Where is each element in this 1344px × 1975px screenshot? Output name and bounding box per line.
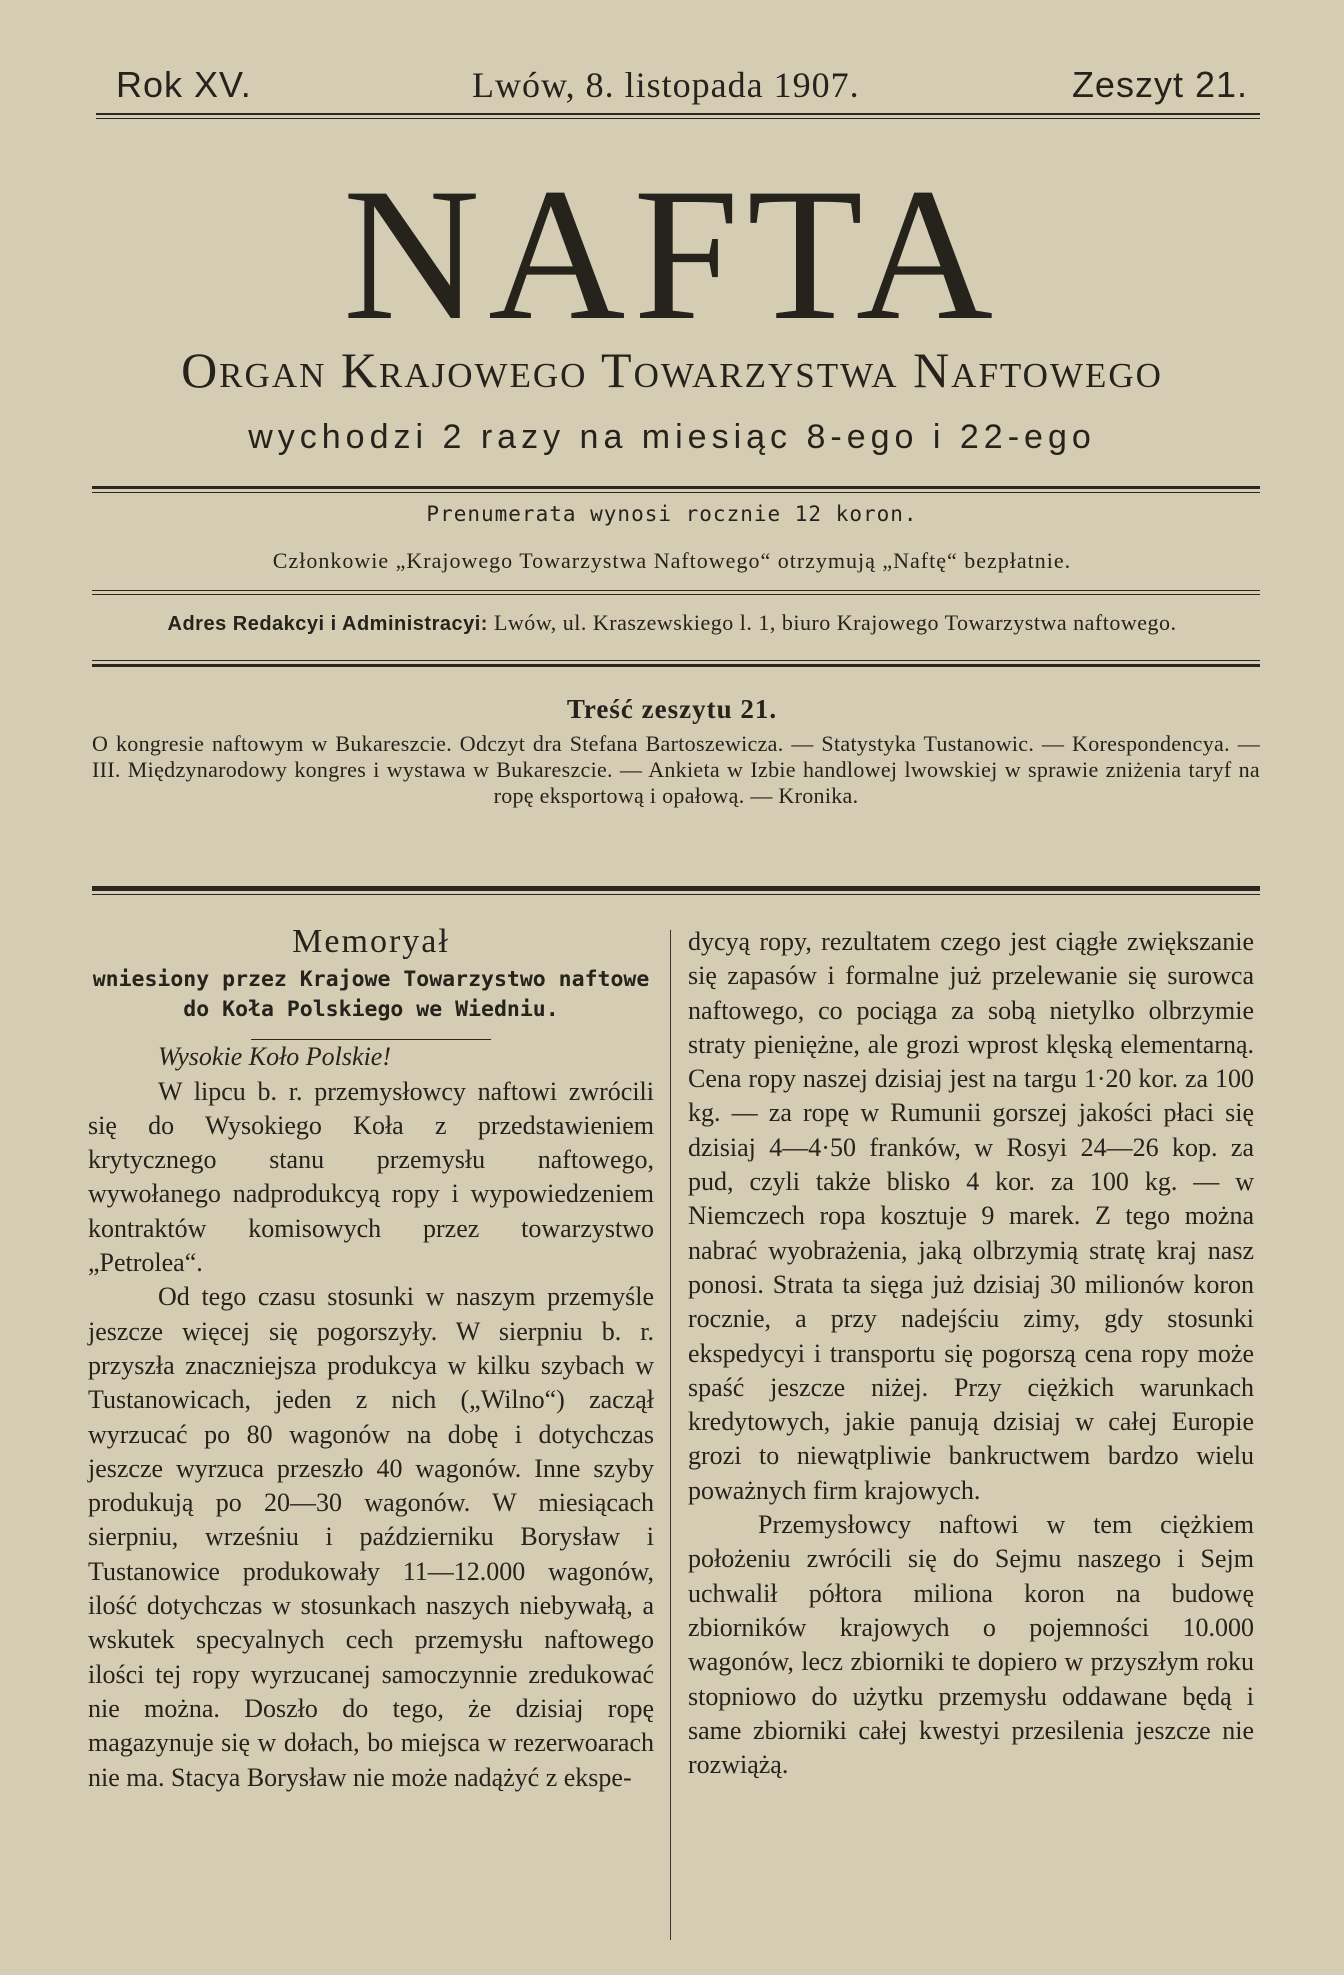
article-right-column (688, 925, 1254, 1782)
article-left-column (88, 925, 654, 1795)
members-note: Członkowie „Krajowego Towarzystwa Naftowego“ otrzymują „Naftę“ bezpłatnie. (272, 548, 1072, 573)
article-heading: Memoryał (292, 923, 450, 960)
column-separator (670, 930, 671, 1940)
divider-rule-thick (92, 664, 1260, 667)
publication-frequency: wychodzi 2 razy na miesiąc 8-ego i 22-ego (248, 418, 1096, 456)
article-paragraph: W lipcu b. r. przemysłowcy naftowi zwrócili się do Wysokiego Koła z przedstawieniem krytycznego stanu przemysłu naftowego, wywołanego nadprodukcyą ropy i wypowiedzeniem kontraktów komisowych przez towarzystwo „Petrolea“. (88, 1076, 654, 1278)
section-rule-thin (92, 894, 1260, 895)
section-rule-thick (92, 886, 1260, 891)
issue-number: Zeszyt 21. (1071, 64, 1248, 105)
article-salutation: Wysokie Koło Polskie! (158, 1042, 391, 1072)
organ-subtitle: Organ Krajowego Towarzystwa Naftowego (181, 342, 1163, 398)
article-paragraph: Od tego czasu stosunki w naszym przemyśle jeszcze więcej się pogorszyły. W sierpniu b. r. przyszła znaczniejsza produkcya w kilku szybach w Tustanowicach, jeden z nich („Wilno“) zaczął wyrzucać po 80 wagonów na dobę i dotychczas jeszcze wyrzuca przeszło 40 wagonów. Inne szyby produkują po 20—30 wagonów. W miesiącach sierpniu, wrześniu i październiku Borysław i Tustanowice produkowały 11—12.000 wagonów, ilość dotychczas w stosunkach naszych niebywałą, a wskutek specyalnych cech przemysłu naftowego ilości tej ropy wyrzucanej samoczynnie zredukować nie można. Doszło do tego, że dzisiaj ropę magazynuje się w dołach, bo miejsca w rezerwoarach nie ma. Stacya Borysław nie może nadążyć z ekspe- (88, 1282, 654, 1792)
volume-label: Rok XV. (116, 64, 252, 105)
article-paragraph: dycyą ropy, rezultatem czego jest ciągłe zwiększanie się zapasów i formalne już przelewanie się surowca naftowego, co pociąga za sobą nietylko olbrzymie straty pieniężne, ale grozi wprost klęską elementarną. Cena ropy naszej dzisiaj jest na targu 1·20 kor. za 100 kg. — za ropę w Rumunii gorszej jakości płaci się dzisiaj 4—4·50 franków, w Rosyi 24—26 kop. za pud, czyli także blisko 4 kor. za 100 kg. — w Niemczech ropa kosztuje 9 marek. Z tego można nabrać wyobrażenia, jaką olbrzymią stratę kraj nasz ponosi. Strata ta sięga już dzisiaj 30 milionów koron rocznie, a przy nadejściu zimy, gdy stosunki ekspedycyi i transportu się pogorszą cena ropy może spaść jeszcze niżej. Przy ciężkich warunkach kredytowych, jakie panują dzisiaj w całej Europie grozi to niewątpliwie bankructwem bardzo wielu poważnych firm krajowych. (688, 927, 1254, 1505)
masthead-rule-thin (96, 118, 1260, 119)
divider-rule (92, 594, 1260, 595)
issue-date: Lwów, 8. listopada 1907. (472, 65, 860, 105)
newspaper-title: NAFTA (342, 150, 1002, 360)
contents-title: Treść zeszytu 21. (566, 694, 778, 724)
masthead-topline (110, 64, 1260, 114)
contents-body: O kongresie naftowym w Bukareszcie. Odczyt dra Stefana Bartoszewicza. — Statystyka Tustanowic. — Korespondencya. — III. Międzynarodowy kongres i wystawa w Bukareszcie. — Ankieta w Izbie handlowej lwowskiej w sprawie zniżenia taryf na ropę eksportową i opałową. — Kronika. (92, 731, 1260, 808)
divider-rule (92, 660, 1260, 661)
masthead-rule (96, 113, 1260, 115)
heading-rule (251, 1039, 491, 1040)
divider-rule (92, 590, 1260, 591)
article-paragraph: Przemysłowcy naftowi w tem ciężkiem położeniu zwrócili się do Sejmu naszego i Sejm uchwalił półtora miliona koron na budowę zbiorników krajowych o pojemności 10.000 wagonów, lecz zbiorniki te dopiero w przyszłym roku stopniowo do użytku przemysłu oddawane będą i same zbiorniki całej kwestyi przesilenia jeszcze nie rozwiążą. (688, 1510, 1254, 1780)
article-subheading: wniesiony przez Krajowe Towarzystwo naftowe do Koła Polskiego we Wiedniu. (92, 967, 650, 1023)
divider-rule-thin (92, 492, 1260, 493)
divider-rule (92, 486, 1260, 489)
address-value: Lwów, ul. Kraszewskiego l. 1, biuro Krajowego Towarzystwa naftowego. (493, 610, 1177, 635)
address-label: Adres Redakcyi i Administracyi: (167, 613, 488, 635)
subscription-price: Prenumerata wynosi rocznie 12 koron. (426, 502, 918, 526)
editorial-address (0, 610, 1344, 636)
